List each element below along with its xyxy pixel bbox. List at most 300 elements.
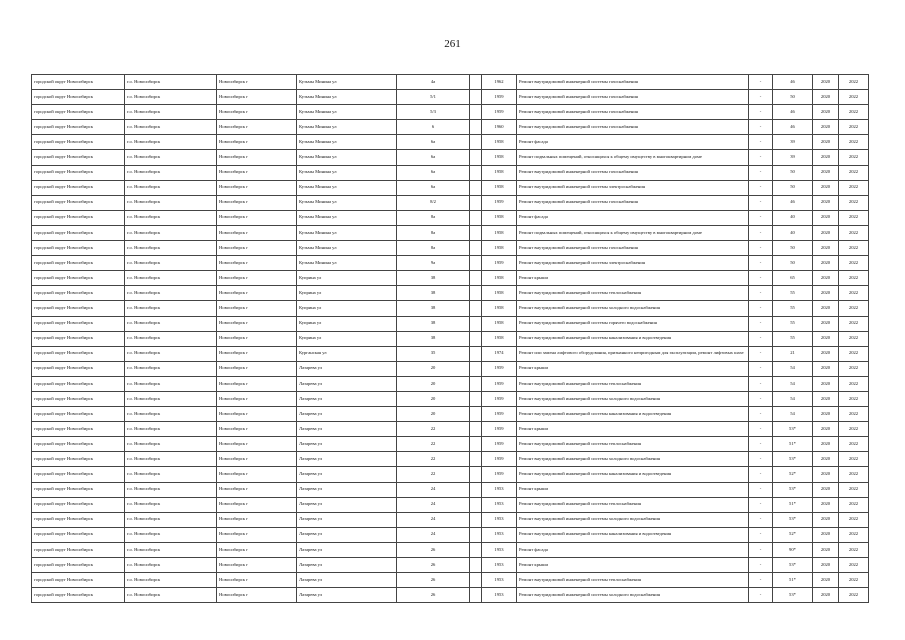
year-cell: 1959 [482,467,517,482]
city-cell: Новосибирск г [217,527,297,542]
city-cell: Новосибирск г [217,512,297,527]
municipality-cell: городской округ Новосибирск [32,225,125,240]
end-year-cell: 2022 [839,105,869,120]
year-cell: 1959 [482,256,517,271]
start-year-cell: 2020 [813,482,839,497]
house-number-cell: 22 [397,422,470,437]
start-year-cell: 2020 [813,301,839,316]
city-cell: Новосибирск г [217,150,297,165]
start-year-cell: 2020 [813,256,839,271]
municipality-cell: городской округ Новосибирск [32,135,125,150]
value-cell: 53* [773,452,813,467]
city-cell: Новосибирск г [217,391,297,406]
municipality-cell: городской округ Новосибирск [32,165,125,180]
municipality-cell: городской округ Новосибирск [32,422,125,437]
value-cell: 50 [773,256,813,271]
start-year-cell: 2020 [813,316,839,331]
start-year-cell: 2020 [813,391,839,406]
value-cell: 55 [773,331,813,346]
start-year-cell: 2020 [813,271,839,286]
dash-cell: - [749,165,773,180]
building-cell [470,301,482,316]
value-cell: 55 [773,316,813,331]
end-year-cell: 2022 [839,391,869,406]
building-cell [470,346,482,361]
district-cell: г.о. Новосибирск [125,195,217,210]
municipality-cell: городской округ Новосибирск [32,527,125,542]
building-cell [470,286,482,301]
building-cell [470,316,482,331]
work-type-cell: Ремонт фасада [517,210,749,225]
table-row [32,271,869,286]
dash-cell: - [749,75,773,90]
work-type-cell: Ремонт внутридомовой инженерной системы теплоснабжения [517,376,749,391]
building-cell [470,482,482,497]
table-row [32,452,869,467]
house-number-cell: 35 [397,346,470,361]
year-cell: 1958 [482,180,517,195]
dash-cell: - [749,542,773,557]
building-cell [470,120,482,135]
municipality-cell: городской округ Новосибирск [32,391,125,406]
work-type-cell: Ремонт внутридомовой инженерной системы канализования и водоотведения [517,331,749,346]
street-cell: Лазарева ул [297,573,397,588]
district-cell: г.о. Новосибирск [125,135,217,150]
street-cell: Кузьмы Минина ул [297,210,397,225]
year-cell: 1958 [482,301,517,316]
table-row [32,150,869,165]
table-row [32,256,869,271]
work-type-cell: Ремонт внутридомовой инженерной системы горячего водоснабжения [517,316,749,331]
value-cell: 39 [773,150,813,165]
end-year-cell: 2022 [839,437,869,452]
work-type-cell: Ремонт внутридомовой инженерной системы газоснабжения [517,90,749,105]
street-cell: Кузьмы Минина ул [297,90,397,105]
house-number-cell: 26 [397,588,470,603]
city-cell: Новосибирск г [217,271,297,286]
start-year-cell: 2020 [813,105,839,120]
house-number-cell: 22 [397,452,470,467]
year-cell: 1959 [482,105,517,120]
street-cell: Куприна ул [297,301,397,316]
city-cell: Новосибирск г [217,225,297,240]
municipality-cell: городской округ Новосибирск [32,407,125,422]
municipality-cell: городской округ Новосибирск [32,573,125,588]
value-cell: 52* [773,527,813,542]
work-type-cell: Ремонт внутридомовой инженерной системы теплоснабжения [517,437,749,452]
city-cell: Новосибирск г [217,573,297,588]
year-cell: 1953 [482,558,517,573]
house-number-cell: 22 [397,437,470,452]
house-number-cell: 5/1 [397,90,470,105]
end-year-cell: 2022 [839,361,869,376]
work-type-cell: Ремонт внутридомовой инженерной системы газоснабжения [517,195,749,210]
end-year-cell: 2022 [839,452,869,467]
city-cell: Новосибирск г [217,316,297,331]
work-type-cell: Ремонт внутридомовой инженерной системы канализования и водоотведения [517,407,749,422]
district-cell: г.о. Новосибирск [125,482,217,497]
end-year-cell: 2022 [839,482,869,497]
city-cell: Новосибирск г [217,180,297,195]
year-cell: 1953 [482,497,517,512]
street-cell: Кузьмы Минина ул [297,165,397,180]
dash-cell: - [749,527,773,542]
dash-cell: - [749,588,773,603]
dash-cell: - [749,407,773,422]
street-cell: Кузьмы Минина ул [297,180,397,195]
dash-cell: - [749,512,773,527]
building-cell [470,75,482,90]
city-cell: Новосибирск г [217,256,297,271]
work-type-cell: Ремонт внутридомовой инженерной системы канализования и водоотведения [517,527,749,542]
dash-cell: - [749,120,773,135]
city-cell: Новосибирск г [217,301,297,316]
house-number-cell: 20 [397,407,470,422]
start-year-cell: 2020 [813,75,839,90]
house-number-cell: 9а [397,256,470,271]
work-type-cell: Ремонт внутридомовой инженерной системы электроснабжения [517,256,749,271]
dash-cell: - [749,256,773,271]
page-number: 261 [444,38,461,50]
street-cell: Лазарева ул [297,437,397,452]
table-row [32,407,869,422]
work-type-cell: Ремонт внутридомовой инженерной системы газоснабжения [517,120,749,135]
work-type-cell: Ремонт внутридомовой инженерной системы холодного водоснабжения [517,391,749,406]
house-number-cell: 5/3 [397,105,470,120]
dash-cell: - [749,361,773,376]
district-cell: г.о. Новосибирск [125,452,217,467]
district-cell: г.о. Новосибирск [125,542,217,557]
street-cell: Лазарева ул [297,361,397,376]
dash-cell: - [749,301,773,316]
municipality-cell: городской округ Новосибирск [32,195,125,210]
year-cell: 1958 [482,241,517,256]
year-cell: 1958 [482,331,517,346]
house-number-cell: 6 [397,120,470,135]
value-cell: 40 [773,225,813,240]
year-cell: 1959 [482,422,517,437]
district-cell: г.о. Новосибирск [125,558,217,573]
table-row [32,301,869,316]
end-year-cell: 2022 [839,497,869,512]
value-cell: 50 [773,90,813,105]
year-cell: 1958 [482,271,517,286]
value-cell: 90* [773,542,813,557]
house-number-cell: 38 [397,286,470,301]
house-number-cell: 20 [397,376,470,391]
end-year-cell: 2022 [839,542,869,557]
building-cell [470,105,482,120]
work-type-cell: Ремонт внутридомовой инженерной системы газоснабжения [517,75,749,90]
value-cell: 55 [773,301,813,316]
district-cell: г.о. Новосибирск [125,422,217,437]
building-cell [470,573,482,588]
year-cell: 1959 [482,376,517,391]
municipality-cell: городской округ Новосибирск [32,558,125,573]
end-year-cell: 2022 [839,180,869,195]
dash-cell: - [749,135,773,150]
year-cell: 1953 [482,573,517,588]
work-type-cell: Ремонт внутридомовой инженерной системы теплоснабжения [517,497,749,512]
table-row [32,105,869,120]
work-type-cell: Ремонт внутридомовой инженерной системы холодного водоснабжения [517,512,749,527]
value-cell: 53* [773,482,813,497]
value-cell: 50 [773,241,813,256]
dash-cell: - [749,422,773,437]
value-cell: 53* [773,588,813,603]
year-cell: 1960 [482,120,517,135]
value-cell: 54 [773,407,813,422]
value-cell: 53* [773,512,813,527]
work-type-cell: Ремонт крыши [517,482,749,497]
dash-cell: - [749,195,773,210]
work-type-cell: Ремонт внутридомовой инженерной системы газоснабжения [517,165,749,180]
municipality-cell: городской округ Новосибирск [32,331,125,346]
dash-cell: - [749,452,773,467]
building-cell [470,512,482,527]
city-cell: Новосибирск г [217,135,297,150]
table-body [32,75,869,603]
city-cell: Новосибирск г [217,241,297,256]
street-cell: Куприна ул [297,286,397,301]
year-cell: 1953 [482,512,517,527]
table-row [32,497,869,512]
municipality-cell: городской округ Новосибирск [32,286,125,301]
end-year-cell: 2022 [839,90,869,105]
house-number-cell: 38 [397,316,470,331]
city-cell: Новосибирск г [217,105,297,120]
house-number-cell: 8а [397,210,470,225]
start-year-cell: 2020 [813,135,839,150]
work-type-cell: Ремонт внутридомовой инженерной системы электроснабжения [517,180,749,195]
year-cell: 1953 [482,588,517,603]
district-cell: г.о. Новосибирск [125,301,217,316]
start-year-cell: 2020 [813,376,839,391]
municipality-cell: городской округ Новосибирск [32,256,125,271]
value-cell: 51* [773,573,813,588]
table-row [32,135,869,150]
start-year-cell: 2020 [813,210,839,225]
table-row [32,482,869,497]
end-year-cell: 2022 [839,376,869,391]
street-cell: Кузьмы Минина ул [297,241,397,256]
house-number-cell: 6а [397,135,470,150]
municipality-cell: городской округ Новосибирск [32,482,125,497]
building-cell [470,90,482,105]
building-cell [470,407,482,422]
table-row [32,241,869,256]
start-year-cell: 2020 [813,346,839,361]
value-cell: 46 [773,195,813,210]
street-cell: Кузьмы Минина ул [297,105,397,120]
city-cell: Новосибирск г [217,467,297,482]
dash-cell: - [749,180,773,195]
municipality-cell: городской округ Новосибирск [32,301,125,316]
end-year-cell: 2022 [839,286,869,301]
street-cell: Кузьмы Минина ул [297,75,397,90]
year-cell: 1953 [482,542,517,557]
end-year-cell: 2022 [839,422,869,437]
dash-cell: - [749,331,773,346]
municipality-cell: городской округ Новосибирск [32,452,125,467]
municipality-cell: городской округ Новосибирск [32,346,125,361]
district-cell: г.о. Новосибирск [125,376,217,391]
district-cell: г.о. Новосибирск [125,391,217,406]
house-number-cell: 24 [397,527,470,542]
house-number-cell: 6а [397,150,470,165]
city-cell: Новосибирск г [217,165,297,180]
table-row [32,588,869,603]
building-cell [470,135,482,150]
dash-cell: - [749,482,773,497]
start-year-cell: 2020 [813,180,839,195]
street-cell: Лазарева ул [297,512,397,527]
end-year-cell: 2022 [839,316,869,331]
work-type-cell: Ремонт или замена лифтового оборудования, признанного непригодным для эксплуатации, ремонт лифтовых шахт [517,346,749,361]
building-cell [470,376,482,391]
district-cell: г.о. Новосибирск [125,241,217,256]
street-cell: Лазарева ул [297,422,397,437]
year-cell: 1958 [482,150,517,165]
municipality-cell: городской округ Новосибирск [32,376,125,391]
district-cell: г.о. Новосибирск [125,90,217,105]
city-cell: Новосибирск г [217,120,297,135]
year-cell: 1959 [482,361,517,376]
table-row [32,437,869,452]
table-row [32,316,869,331]
house-number-cell: 20 [397,391,470,406]
year-cell: 1974 [482,346,517,361]
house-number-cell: 38 [397,271,470,286]
district-cell: г.о. Новосибирск [125,225,217,240]
street-cell: Кузьмы Минина ул [297,135,397,150]
end-year-cell: 2022 [839,120,869,135]
house-number-cell: 24 [397,497,470,512]
value-cell: 54 [773,376,813,391]
street-cell: Кузьмы Минина ул [297,150,397,165]
end-year-cell: 2022 [839,195,869,210]
start-year-cell: 2020 [813,497,839,512]
city-cell: Новосибирск г [217,542,297,557]
dash-cell: - [749,497,773,512]
district-cell: г.о. Новосибирск [125,527,217,542]
building-cell [470,165,482,180]
street-cell: Кузьмы Минина ул [297,120,397,135]
table-row [32,558,869,573]
work-type-cell: Ремонт крыши [517,422,749,437]
city-cell: Новосибирск г [217,286,297,301]
house-number-cell: 6а [397,180,470,195]
table-row [32,573,869,588]
work-type-cell: Ремонт внутридомовой инженерной системы теплоснабжения [517,573,749,588]
year-cell: 1959 [482,90,517,105]
dash-cell: - [749,241,773,256]
end-year-cell: 2022 [839,407,869,422]
value-cell: 54 [773,391,813,406]
dash-cell: - [749,391,773,406]
start-year-cell: 2020 [813,527,839,542]
building-cell [470,195,482,210]
district-cell: г.о. Новосибирск [125,271,217,286]
start-year-cell: 2020 [813,90,839,105]
house-number-cell: 24 [397,482,470,497]
start-year-cell: 2020 [813,407,839,422]
house-number-cell: 8/2 [397,195,470,210]
city-cell: Новосибирск г [217,361,297,376]
dash-cell: - [749,210,773,225]
start-year-cell: 2020 [813,573,839,588]
year-cell: 1962 [482,75,517,90]
end-year-cell: 2022 [839,467,869,482]
building-cell [470,150,482,165]
work-type-cell: Ремонт подвальных помещений, относящихся к общему имуществу в многоквартирном доме [517,225,749,240]
value-cell: 54 [773,361,813,376]
dash-cell: - [749,90,773,105]
work-type-cell: Ремонт внутридомовой инженерной системы газоснабжения [517,241,749,256]
city-cell: Новосибирск г [217,588,297,603]
table-row [32,180,869,195]
municipality-cell: городской округ Новосибирск [32,316,125,331]
value-cell: 53* [773,422,813,437]
district-cell: г.о. Новосибирск [125,286,217,301]
city-cell: Новосибирск г [217,75,297,90]
year-cell: 1958 [482,225,517,240]
street-cell: Куприна ул [297,331,397,346]
table-row [32,391,869,406]
municipality-cell: городской округ Новосибирск [32,497,125,512]
municipality-cell: городской округ Новосибирск [32,437,125,452]
start-year-cell: 2020 [813,195,839,210]
table-row [32,346,869,361]
district-cell: г.о. Новосибирск [125,165,217,180]
street-cell: Кузьмы Минина ул [297,195,397,210]
street-cell: Курганская ул [297,346,397,361]
work-type-cell: Ремонт внутридомовой инженерной системы холодного водоснабжения [517,301,749,316]
municipality-cell: городской округ Новосибирск [32,271,125,286]
city-cell: Новосибирск г [217,437,297,452]
end-year-cell: 2022 [839,573,869,588]
start-year-cell: 2020 [813,165,839,180]
dash-cell: - [749,225,773,240]
district-cell: г.о. Новосибирск [125,180,217,195]
building-cell [470,271,482,286]
table-row [32,331,869,346]
work-type-cell: Ремонт подвальных помещений, относящихся к общему имуществу в многоквартирном доме [517,150,749,165]
house-number-cell: 26 [397,558,470,573]
street-cell: Лазарева ул [297,542,397,557]
work-type-cell: Ремонт крыши [517,361,749,376]
building-cell [470,256,482,271]
table-row [32,165,869,180]
start-year-cell: 2020 [813,286,839,301]
end-year-cell: 2022 [839,165,869,180]
start-year-cell: 2020 [813,452,839,467]
building-cell [470,497,482,512]
building-cell [470,361,482,376]
municipality-cell: городской округ Новосибирск [32,361,125,376]
table-row [32,422,869,437]
end-year-cell: 2022 [839,558,869,573]
dash-cell: - [749,437,773,452]
district-cell: г.о. Новосибирск [125,497,217,512]
end-year-cell: 2022 [839,527,869,542]
street-cell: Куприна ул [297,316,397,331]
district-cell: г.о. Новосибирск [125,437,217,452]
year-cell: 1959 [482,195,517,210]
city-cell: Новосибирск г [217,497,297,512]
city-cell: Новосибирск г [217,407,297,422]
table-row [32,195,869,210]
